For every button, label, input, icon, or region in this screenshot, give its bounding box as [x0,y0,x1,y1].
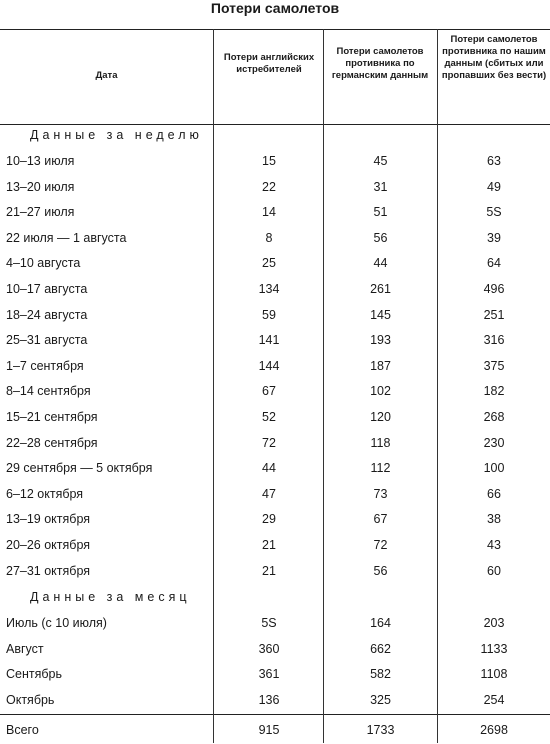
total-enemy-german: 1733 [366,723,395,737]
table-row [0,303,550,329]
top-rule [0,29,550,30]
row-enemy-ours: 43 [487,538,501,552]
row-date: 22 июля — 1 августа [6,230,127,245]
row-date: 8–14 сентября [6,384,91,399]
table-row [0,251,550,277]
row-enemy-german: 56 [373,230,388,245]
row-enemy-german: 112 [370,461,391,476]
table-row [0,611,550,637]
header-british-losses: Потери английских истребителей [223,52,315,75]
row-date: 21–27 июля [6,205,75,220]
row-enemy-ours: 496 [483,282,505,296]
row-enemy-ours: 1108 [480,667,508,682]
row-british-losses: 360 [258,641,280,656]
row-enemy-german: 582 [370,667,391,682]
row-enemy-ours: 375 [483,358,505,373]
row-british-losses: 22 [262,179,276,194]
row-date: 10–13 июля [6,154,75,168]
row-enemy-ours: 5S [486,205,502,220]
row-british-losses: 144 [258,358,280,373]
row-british-losses: 25 [262,256,276,271]
row-british-losses: 47 [262,486,276,501]
header-date: Дата [95,70,118,81]
row-enemy-ours: 182 [483,384,505,399]
header-rule [0,124,550,125]
row-date: Август [6,641,44,656]
row-enemy-ours: 38 [487,512,501,527]
row-british-losses: 52 [262,410,276,424]
row-enemy-german: 56 [373,563,388,578]
row-enemy-ours: 316 [483,333,505,348]
section-weekly: Данные за неделю [30,128,203,142]
row-enemy-german: 51 [373,205,388,220]
table-row [0,226,550,252]
row-enemy-ours: 64 [487,256,501,271]
row-british-losses: 21 [262,538,276,552]
row-enemy-german: 44 [373,256,388,271]
table-row [0,379,550,405]
row-enemy-german: 261 [370,282,391,296]
row-date: 1–7 сентября [6,358,84,373]
row-enemy-german: 73 [373,486,388,501]
row-date: Июль (с 10 июля) [6,616,107,630]
row-british-losses: 59 [262,307,276,322]
row-enemy-ours: 1133 [480,641,508,656]
row-enemy-ours: 39 [487,230,501,245]
total-row [0,718,550,744]
row-british-losses: 134 [258,282,280,296]
row-enemy-ours: 268 [483,410,505,424]
row-date: Сентябрь [6,667,62,682]
row-date: 25–31 августа [6,333,88,348]
table-row [0,507,550,533]
row-date: 6–12 октября [6,486,84,501]
row-enemy-german: 31 [373,179,388,194]
row-enemy-german: 662 [370,641,391,656]
row-enemy-german: 193 [370,333,391,348]
table-row [0,149,550,175]
row-date: Октябрь [6,692,55,707]
row-british-losses: 141 [258,333,280,348]
row-date: 13–20 июля [6,179,75,194]
row-date: 13–19 октября [6,512,91,527]
total-rule [0,714,550,715]
section-monthly: Данные за месяц [30,590,191,604]
row-enemy-german: 67 [373,512,388,527]
row-british-losses: 21 [262,563,276,578]
row-date: 18–24 августа [6,307,88,322]
row-date: 22–28 сентября [6,435,98,450]
row-enemy-ours: 49 [487,179,501,194]
row-british-losses: 67 [262,384,276,399]
table-row [0,533,550,559]
row-british-losses: 29 [262,512,276,527]
table-row [0,688,550,714]
row-date: 27–31 октября [6,563,91,578]
row-british-losses: 72 [262,435,276,450]
row-enemy-german: 45 [373,154,388,168]
table-title: Потери самолетов [210,0,340,16]
row-enemy-ours: 63 [487,154,501,168]
table-row [0,277,550,303]
row-enemy-german: 187 [370,358,391,373]
table-row [0,431,550,457]
row-british-losses: 14 [262,205,276,220]
row-enemy-ours: 254 [483,692,505,707]
table-row [0,175,550,201]
row-enemy-german: 325 [370,692,391,707]
row-british-losses: 361 [258,667,280,682]
row-enemy-german: 164 [370,616,391,630]
row-enemy-german: 118 [370,435,391,450]
row-date: 20–26 октября [6,538,91,552]
row-enemy-german: 102 [370,384,391,399]
table-row [0,328,550,354]
header-enemy-german-data: Потери самолетов противника по германским данным [331,46,429,81]
table-row [0,662,550,688]
total-british: 915 [258,723,280,737]
table-row [0,559,550,585]
row-enemy-german: 72 [373,538,388,552]
row-date: 29 сентября — 5 октября [6,461,153,476]
row-british-losses: 15 [262,154,276,168]
row-enemy-ours: 203 [483,616,505,630]
row-date: 15–21 сентября [6,410,98,424]
table-row [0,405,550,431]
header-enemy-our-data: Потери самолетов противника по нашим данным (сбитых или пропавших без вести) [441,34,547,81]
table-row [0,456,550,482]
row-british-losses: 8 [265,230,273,245]
row-british-losses: 44 [262,461,276,476]
row-enemy-german: 145 [370,307,391,322]
table-row [0,637,550,663]
table-row [0,482,550,508]
row-enemy-ours: 60 [487,563,501,578]
total-enemy-ours: 2698 [480,723,508,737]
row-enemy-ours: 230 [483,435,505,450]
row-enemy-ours: 66 [487,486,501,501]
table-row [0,354,550,380]
row-enemy-german: 120 [370,410,391,424]
row-british-losses: 5S [261,616,277,630]
row-british-losses: 136 [258,692,280,707]
table-row [0,200,550,226]
row-date: 10–17 августа [6,282,88,296]
total-label: Всего [6,723,39,737]
row-enemy-ours: 100 [483,461,505,476]
row-date: 4–10 августа [6,256,81,271]
row-enemy-ours: 251 [483,307,505,322]
